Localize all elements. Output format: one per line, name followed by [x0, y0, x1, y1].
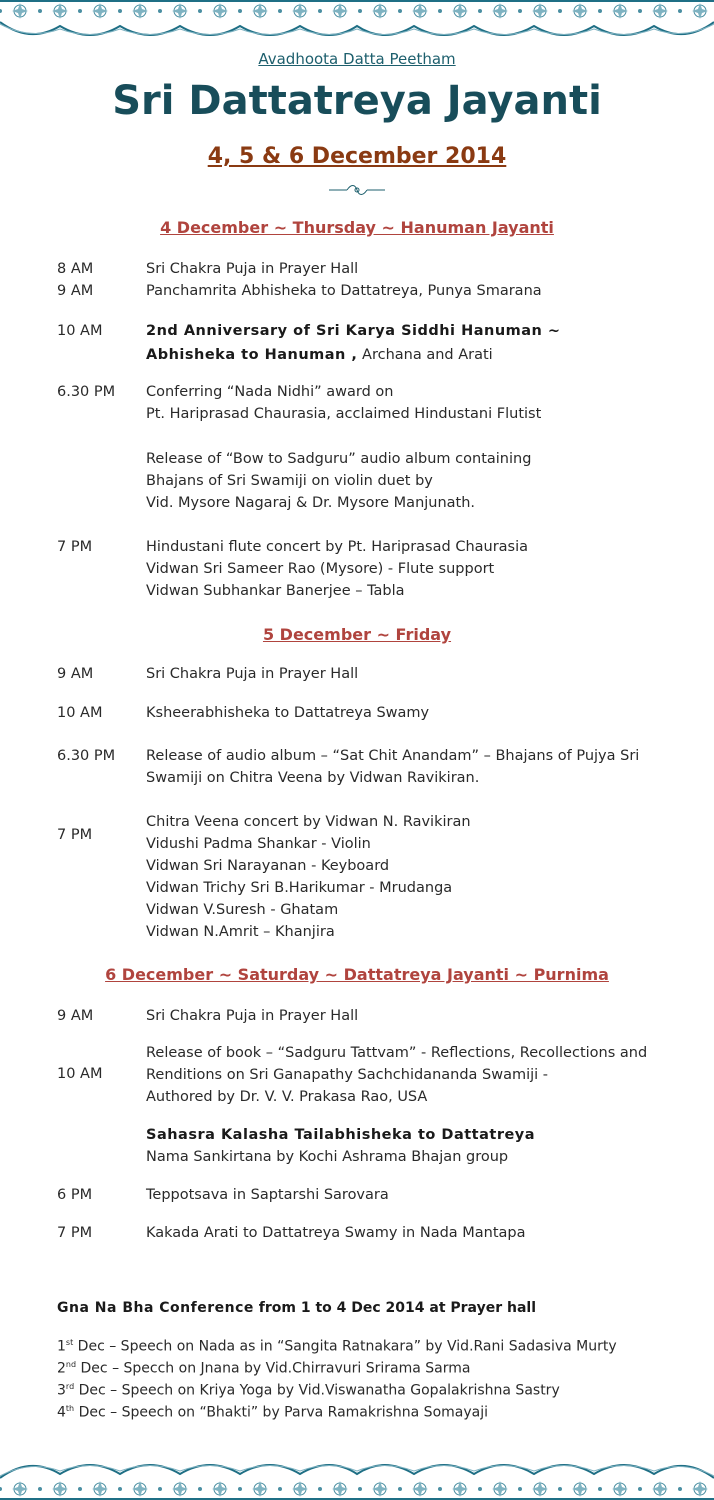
event-text: Conferring “Nada Nidhi” award on: [146, 384, 394, 400]
event-text: Vidwan Sri Sameer Rao (Mysore) - Flute support: [146, 561, 495, 577]
time-label: 7 PM: [57, 1225, 93, 1241]
event-text: Release of audio album – “Sat Chit Anandam” – Bhajans of Pujya Sri: [146, 748, 640, 764]
event-text: Teppotsava in Saptarshi Sarovara: [146, 1187, 389, 1203]
event-text: Sri Chakra Puja in Prayer Hall: [146, 666, 359, 682]
event-text: Vidushi Padma Shankar - Violin: [146, 836, 371, 852]
day2-heading: 5 December ~ Friday: [262, 625, 452, 644]
event-text: Authored by Dr. V. V. Prakasa Rao, USA: [146, 1089, 428, 1105]
time-label: 6 PM: [57, 1187, 93, 1203]
event-text: [146, 344, 493, 366]
event-text: Vidwan Sri Narayanan - Keyboard: [146, 858, 390, 874]
speech-text: Dec – Speech on “Bhakti” by Parva Ramakrishna Somayaji: [74, 1404, 488, 1421]
speech-text: Dec – Specch on Jnana by Vid.Chirravuri Srirama Sarma: [76, 1360, 471, 1377]
time-label: 6.30 PM: [57, 384, 116, 400]
speech-item: [57, 1404, 488, 1421]
speech-day-suffix: nd: [65, 1360, 77, 1369]
time-label: 7 PM: [57, 539, 93, 555]
time-label: 8 AM: [57, 261, 94, 277]
event-dates-text: 4, 5 & 6 December 2014: [207, 144, 507, 169]
speech-day-suffix: rd: [65, 1382, 75, 1391]
speech-day: 2: [57, 1360, 66, 1377]
event-text: Renditions on Sri Ganapathy Sachchidananda Swamiji -: [146, 1067, 549, 1083]
event-text: Panchamrita Abhisheka to Dattatreya, Punya Smarana: [146, 283, 542, 299]
speech-text: Dec – Speech on Kriya Yoga by Vid.Viswanatha Gopalakrishna Sastry: [74, 1382, 560, 1399]
conference-heading-rest: from 1 to 4 Dec 2014 at Prayer hall: [253, 1300, 536, 1316]
time-label: 10 AM: [57, 1066, 103, 1082]
time-label: 10 AM: [57, 705, 103, 721]
speech-text: Dec – Speech on Nada as in “Sangita Ratnakara” by Vid.Rani Sadasiva Murty: [73, 1338, 617, 1355]
speech-day: 4: [57, 1404, 66, 1421]
event-text: [146, 320, 561, 342]
ornamental-border-icon: [0, 0, 714, 48]
speech-day-suffix: th: [65, 1404, 75, 1413]
event-text: Release of “Bow to Sadguru” audio album containing: [146, 451, 532, 467]
speech-item: [57, 1338, 617, 1355]
speech-day: 1: [57, 1338, 66, 1355]
event-text: Hindustani flute concert by Pt. Hariprasad Chaurasia: [146, 539, 529, 555]
time-label: 9 AM: [57, 666, 94, 682]
time-label: 7 PM: [57, 827, 93, 843]
conference-heading-bold: Gna Na Bha Conference: [57, 1300, 254, 1316]
event-text: Release of book – “Sadguru Tattvam” - Reflections, Recollections and: [146, 1045, 648, 1061]
event-text: Sri Chakra Puja in Prayer Hall: [146, 261, 359, 277]
flourish-icon: [0, 184, 714, 199]
event-text-bold: Abhisheka to Hanuman ,: [146, 347, 358, 363]
speech-day: 3: [57, 1382, 66, 1399]
day1-heading: 4 December ~ Thursday ~ Hanuman Jayanti: [160, 218, 554, 237]
event-text: Vidwan Subhankar Banerjee – Tabla: [146, 583, 405, 599]
time-label: 9 AM: [57, 1008, 94, 1024]
event-text: Vidwan N.Amrit – Khanjira: [146, 924, 335, 940]
event-text: Swamiji on Chitra Veena by Vidwan Ravikiran.: [146, 770, 480, 786]
speech-item: [57, 1360, 470, 1377]
event-text: Nama Sankirtana by Kochi Ashrama Bhajan group: [146, 1149, 509, 1165]
event-text: Ksheerabhisheka to Dattatreya Swamy: [146, 705, 430, 721]
event-text-bold: 2nd Anniversary of Sri Karya Siddhi Hanuman ~: [146, 323, 561, 339]
event-text: Bhajans of Sri Swamiji on violin duet by: [146, 473, 433, 489]
day3-heading: 6 December ~ Saturday ~ Dattatreya Jayanti ~ Purnima: [105, 965, 609, 984]
top-ornamental-border: [0, 0, 714, 48]
event-text: Vid. Mysore Nagaraj & Dr. Mysore Manjunath.: [146, 495, 476, 511]
event-text: Sri Chakra Puja in Prayer Hall: [146, 1008, 359, 1024]
event-text: [146, 1124, 535, 1146]
org-link[interactable]: Avadhoota Datta Peetham: [258, 50, 456, 68]
page-title: Sri Dattatreya Jayanti: [112, 78, 602, 124]
event-dates: [0, 144, 714, 169]
event-text: Vidwan V.Suresh - Ghatam: [146, 902, 339, 918]
event-text: Vidwan Trichy Sri B.Harikumar - Mrudanga: [146, 880, 453, 896]
event-text: Chitra Veena concert by Vidwan N. Ravikiran: [146, 814, 471, 830]
event-text-bold: Sahasra Kalasha Tailabhisheka to Dattatreya: [146, 1127, 536, 1143]
event-text: Pt. Hariprasad Chaurasia, acclaimed Hindustani Flutist: [146, 406, 542, 422]
ornamental-border-icon: [0, 1450, 714, 1500]
time-label: 6.30 PM: [57, 748, 116, 764]
event-text: Kakada Arati to Dattatreya Swamy in Nada Mantapa: [146, 1225, 526, 1241]
conference-heading: [57, 1300, 536, 1316]
event-text-rest: Archana and Arati: [357, 347, 493, 363]
speech-item: [57, 1382, 560, 1399]
time-label: 9 AM: [57, 283, 94, 299]
speech-day-suffix: st: [65, 1338, 74, 1347]
bottom-ornamental-border: [0, 1450, 714, 1500]
time-label: 10 AM: [57, 323, 103, 339]
